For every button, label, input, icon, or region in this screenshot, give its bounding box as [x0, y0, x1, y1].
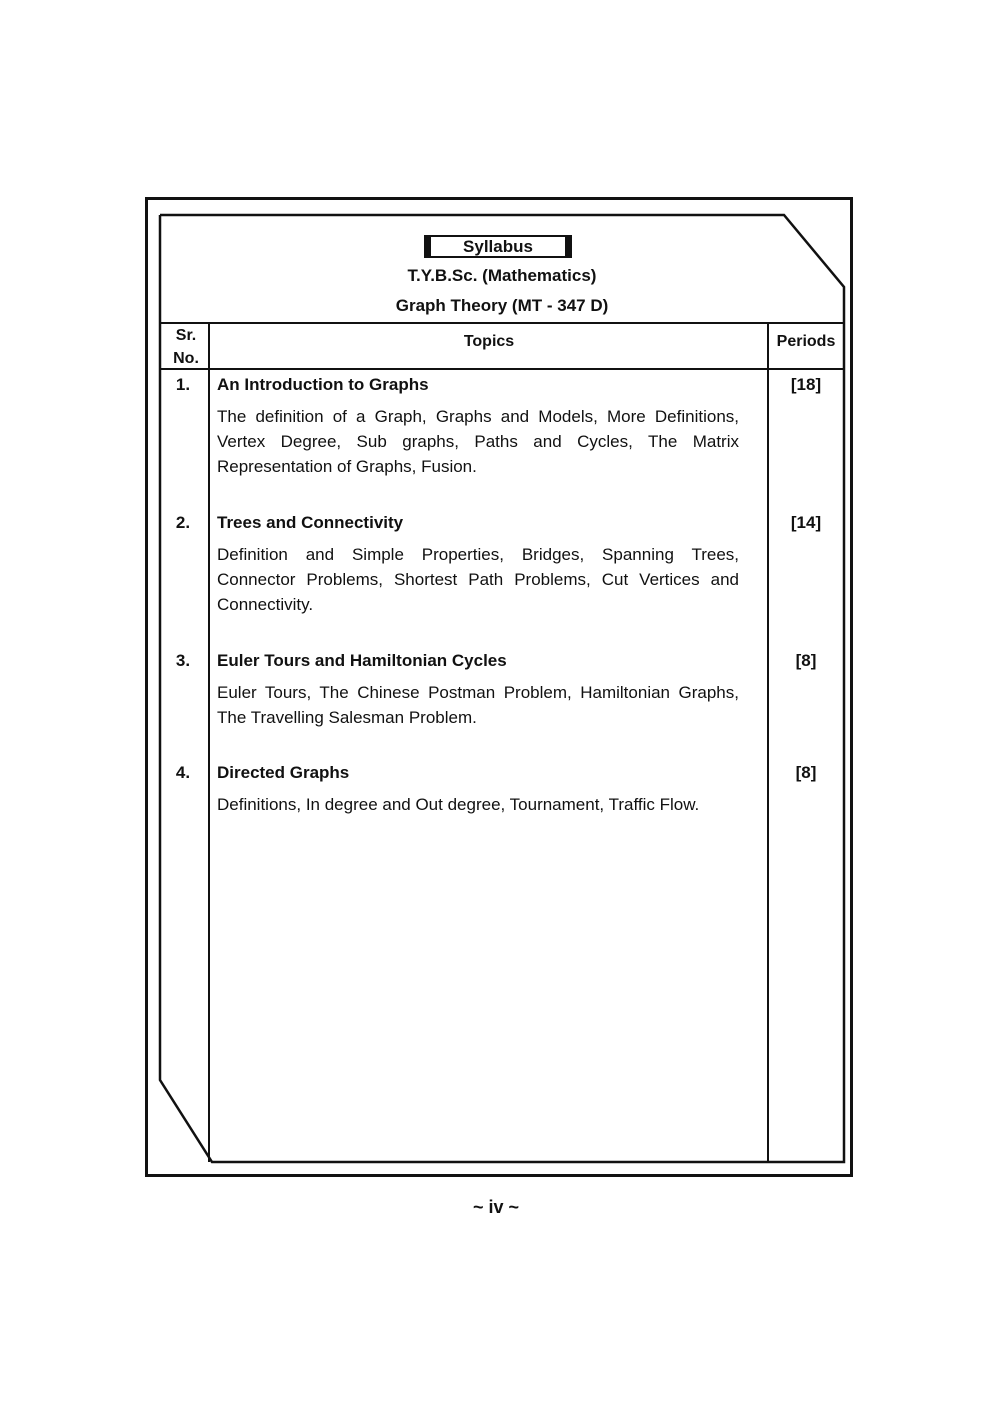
row-title: Directed Graphs	[217, 763, 350, 782]
row-title: Euler Tours and Hamiltonian Cycles	[217, 651, 507, 670]
row-number: 2.	[175, 513, 191, 532]
row-description: Euler Tours, The Chinese Postman Problem, Hamiltonian Graphs, The Travelling Salesman Problem.	[217, 683, 739, 727]
page-number: ~ iv ~	[472, 1197, 520, 1217]
row-description: The definition of a Graph, Graphs and Models, More Definitions, Vertex Degree, Sub graphs, Paths and Cycles, The Matrix Representation of Graphs, Fusion.	[217, 407, 739, 476]
row-description: Definition and Simple Properties, Bridges, Spanning Trees, Connector Problems, Shortest Path Problems, Cut Vertices and Connectivity.	[217, 545, 739, 614]
row-periods: [8]	[795, 763, 817, 782]
row-title: Trees and Connectivity	[217, 513, 404, 532]
sr-header-line2: No.	[173, 350, 199, 367]
row-number: 1.	[175, 375, 191, 394]
row-number: 3.	[175, 651, 191, 670]
row-periods: [18]	[790, 375, 822, 394]
row-periods: [14]	[790, 513, 822, 532]
syllabus-badge: Syllabus	[424, 235, 572, 258]
course-title: T.Y.B.Sc. (Mathematics)	[407, 266, 597, 285]
sr-no-header	[164, 324, 208, 370]
topics-header: Topics	[463, 333, 515, 350]
row-title: An Introduction to Graphs	[217, 375, 429, 394]
subject-title: Graph Theory (MT - 347 D)	[395, 296, 609, 315]
sr-header-line1: Sr.	[175, 327, 197, 344]
periods-header: Periods	[776, 333, 836, 350]
row-periods: [8]	[795, 651, 817, 670]
row-description: Definitions, In degree and Out degree, Tournament, Traffic Flow.	[217, 795, 700, 814]
row-number: 4.	[175, 763, 191, 782]
